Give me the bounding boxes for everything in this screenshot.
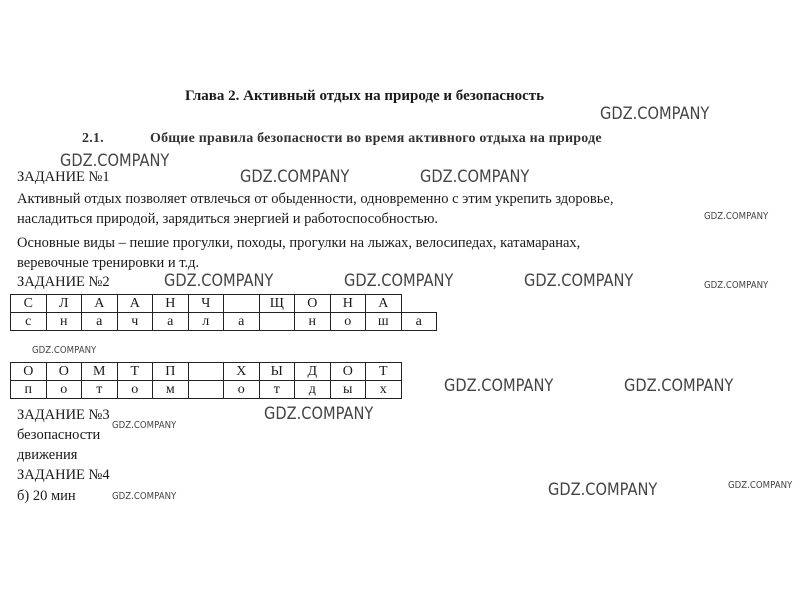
table-row — [11, 363, 402, 381]
watermark: GDZ.COMPANY — [444, 376, 554, 396]
watermark: GDZ.COMPANY — [524, 271, 634, 291]
task4-answer: б) 20 мин — [17, 488, 76, 504]
task3-answer-line: безопасности — [17, 427, 101, 443]
table-cell: Н — [153, 295, 189, 313]
letter-table-1 — [10, 294, 437, 331]
watermark: GDZ.COMPANY — [60, 151, 170, 171]
table-cell: а — [153, 313, 189, 331]
table-cell: д — [295, 381, 331, 399]
watermark: GDZ.COMPANY — [164, 271, 274, 291]
watermark: GDZ.COMPANY — [264, 404, 374, 424]
table-cell: Т — [366, 363, 402, 381]
task2-label: ЗАДАНИЕ №2 — [17, 274, 110, 290]
table-cell: О — [330, 363, 366, 381]
table-cell: о — [117, 381, 153, 399]
watermark: GDZ.COMPANY — [704, 280, 769, 291]
watermark: GDZ.COMPANY — [420, 167, 530, 187]
task3-answer-line: движения — [17, 447, 78, 463]
table-cell: О — [46, 363, 82, 381]
table-cell: Ч — [188, 295, 224, 313]
table-cell — [259, 313, 295, 331]
paragraph-line: Основные виды – пешие прогулки, походы, прогулки на лыжах, велосипедах, катамаранах, — [17, 235, 581, 251]
table-cell: Н — [330, 295, 366, 313]
watermark: GDZ.COMPANY — [704, 211, 769, 222]
table-cell: Х — [224, 363, 260, 381]
table-row — [11, 313, 437, 331]
table-cell: О — [295, 295, 331, 313]
task4-label: ЗАДАНИЕ №4 — [17, 467, 110, 483]
watermark: GDZ.COMPANY — [624, 376, 734, 396]
table-cell: О — [11, 363, 47, 381]
paragraph-line: веревочные тренировки и т.д. — [17, 254, 200, 271]
watermark: GDZ.COMPANY — [728, 480, 793, 491]
table-cell — [188, 363, 224, 381]
table-cell — [188, 381, 224, 399]
paragraph-line: Активный отдых позволяет отвлечься от обыденности, одновременно с этим укрепить здоровье, — [17, 191, 614, 207]
table-cell: п — [11, 381, 47, 399]
table-cell: т — [82, 381, 118, 399]
table-cell: х — [366, 381, 402, 399]
table-cell: Ы — [259, 363, 295, 381]
watermark: GDZ.COMPANY — [112, 491, 177, 502]
table-cell: М — [82, 363, 118, 381]
table-cell: о — [224, 381, 260, 399]
table-cell: а — [224, 313, 260, 331]
table-cell: н — [46, 313, 82, 331]
task1-paragraph2 — [17, 234, 789, 273]
table-row — [11, 295, 437, 313]
table-cell — [224, 295, 260, 313]
table-cell: С — [11, 295, 47, 313]
table-cell: а — [82, 313, 118, 331]
table-row — [11, 381, 402, 399]
task3-label: ЗАДАНИЕ №3 — [17, 407, 110, 423]
task1-paragraph1 — [17, 190, 789, 229]
table-cell: о — [46, 381, 82, 399]
table-cell: а — [401, 313, 437, 331]
table-cell: А — [82, 295, 118, 313]
watermark: GDZ.COMPANY — [112, 420, 177, 431]
watermark: GDZ.COMPANY — [600, 104, 710, 124]
watermark: GDZ.COMPANY — [240, 167, 350, 187]
table-cell: ч — [117, 313, 153, 331]
chapter-title: Глава 2. Активный отдых на природе и безопасность — [185, 88, 545, 104]
table-cell: н — [295, 313, 331, 331]
watermark: GDZ.COMPANY — [548, 480, 658, 500]
table-cell: т — [259, 381, 295, 399]
table-cell: ы — [330, 381, 366, 399]
letter-table-2 — [10, 362, 402, 399]
table-cell: о — [330, 313, 366, 331]
table-cell: с — [11, 313, 47, 331]
section-heading — [82, 131, 602, 147]
table-cell: м — [153, 381, 189, 399]
table-cell: Л — [46, 295, 82, 313]
table-cell-empty — [401, 295, 437, 313]
table-cell: Т — [117, 363, 153, 381]
table-cell: П — [153, 363, 189, 381]
task1-label: ЗАДАНИЕ №1 — [17, 169, 110, 185]
watermark: GDZ.COMPANY — [344, 271, 454, 291]
watermark: GDZ.COMPANY — [32, 345, 97, 356]
paragraph-line: насладиться природой, зарядиться энергией и работоспособностью. — [17, 210, 439, 227]
table-cell: Щ — [259, 295, 295, 313]
table-cell: А — [117, 295, 153, 313]
table-cell: Д — [295, 363, 331, 381]
table-cell: А — [366, 295, 402, 313]
table-cell: ш — [366, 313, 402, 331]
section-number: 2.1. — [82, 131, 104, 146]
section-title: Общие правила безопасности во время активного отдыха на природе — [150, 131, 602, 146]
table-cell: л — [188, 313, 224, 331]
